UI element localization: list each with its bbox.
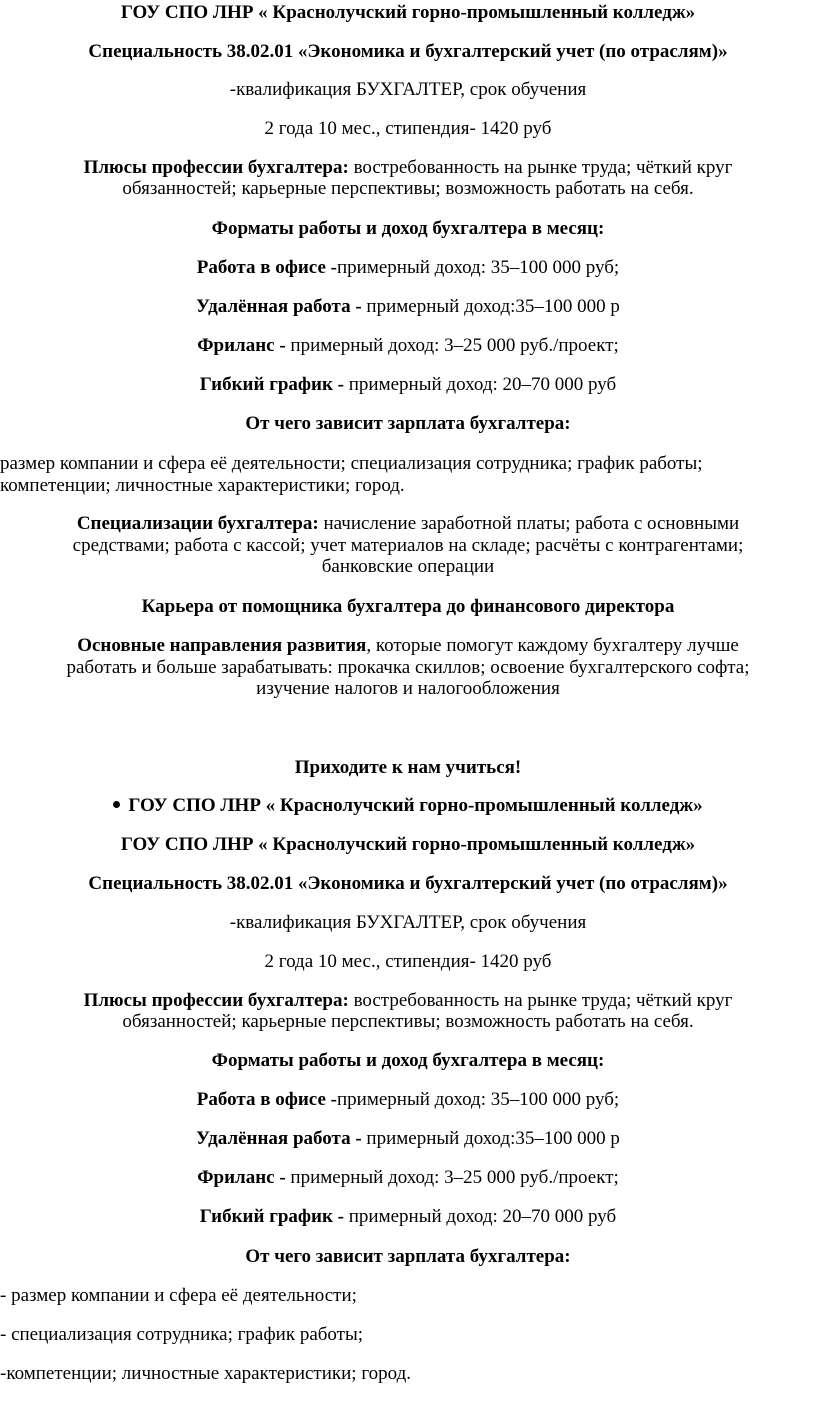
specializations-cont-2: банковские операции <box>321 556 495 577</box>
college-title: ГОУ СПО ЛНР « Краснолучский горно-промышленный колледж» <box>120 2 696 23</box>
salary-factors: размер компании и сфера её деятельности; специализация сотрудника; график работы; <box>0 453 703 474</box>
qualification-text-2: -квалификация БУХГАЛТЕР, срок обучения <box>229 912 587 933</box>
formats-heading-2: Форматы работы и доход бухгалтера в месяц: <box>211 1050 605 1071</box>
pros-paragraph: Плюсы профессии бухгалтера: востребованность на рынке труда; чёткий круг <box>83 157 733 178</box>
development-cont-1: работать и больше зарабатывать: прокачка скиллов; освоение бухгалтерского софта; <box>66 657 750 678</box>
specializations-paragraph: Специализации бухгалтера: начисление заработной платы; работа с основными <box>76 513 740 534</box>
salary-factors-cont: компетенции; личностные характеристики; город. <box>0 475 405 496</box>
duration-text: 2 года 10 мес., стипендия- 1420 руб <box>264 118 552 139</box>
office-income: Работа в офисе -примерный доход: 35–100 000 руб; <box>196 257 620 278</box>
duration-text-2: 2 года 10 мес., стипендия- 1420 руб <box>264 951 552 972</box>
qualification-text: -квалификация БУХГАЛТЕР, срок обучения <box>229 79 587 100</box>
bullet-college: ГОУ СПО ЛНР « Краснолучский горно-промышленный колледж» <box>0 795 816 817</box>
flexible-income: Гибкий график - примерный доход: 20–70 000 руб <box>199 374 617 395</box>
invite-heading: Приходите к нам учиться! <box>294 757 522 778</box>
specialty-title: Специальность 38.02.01 «Экономика и бухгалтерский учет (по отраслям)» <box>88 41 728 62</box>
flexible-income-2: Гибкий график - примерный доход: 20–70 000 руб <box>199 1206 617 1227</box>
salary-heading-2: От чего зависит зарплата бухгалтера: <box>245 1246 571 1267</box>
salary-heading: От чего зависит зарплата бухгалтера: <box>245 413 571 434</box>
pros-paragraph-cont: обязанностей; карьерные перспективы; возможность работать на себя. <box>122 178 694 199</box>
freelance-income-2: Фриланс - примерный доход: 3–25 000 руб./проект; <box>197 1167 619 1188</box>
salary-item-1: - размер компании и сфера её деятельности; <box>0 1285 357 1306</box>
development-paragraph: Основные направления развития, которые помогут каждому бухгалтеру лучше <box>77 635 739 656</box>
formats-heading: Форматы работы и доход бухгалтера в месяц: <box>211 218 605 239</box>
remote-income-2: Удалённая работа - примерный доход:35–100 000 р <box>196 1128 620 1149</box>
office-income-2: Работа в офисе -примерный доход: 35–100 000 руб; <box>196 1089 620 1110</box>
career-heading: Карьера от помощника бухгалтера до финансового директора <box>141 596 675 617</box>
specializations-cont-1: средствами; работа с кассой; учет материалов на складе; расчёты с контрагентами; <box>72 535 744 556</box>
freelance-income: Фриланс - примерный доход: 3–25 000 руб./проект; <box>197 335 619 356</box>
bullet-icon <box>113 801 120 808</box>
salary-item-3: -компетенции; личностные характеристики; город. <box>0 1363 412 1384</box>
development-cont-2: изучение налогов и налогообложения <box>256 678 560 699</box>
specialty-title-2: Специальность 38.02.01 «Экономика и бухгалтерский учет (по отраслям)» <box>88 873 728 894</box>
college-title-2: ГОУ СПО ЛНР « Краснолучский горно-промышленный колледж» <box>120 834 696 855</box>
pros-paragraph-2-cont: обязанностей; карьерные перспективы; возможность работать на себя. <box>122 1011 694 1032</box>
salary-item-2: - специализация сотрудника; график работы; <box>0 1324 364 1345</box>
pros-paragraph-2: Плюсы профессии бухгалтера: востребованность на рынке труда; чёткий круг <box>83 990 733 1011</box>
remote-income: Удалённая работа - примерный доход:35–100 000 р <box>196 296 620 317</box>
